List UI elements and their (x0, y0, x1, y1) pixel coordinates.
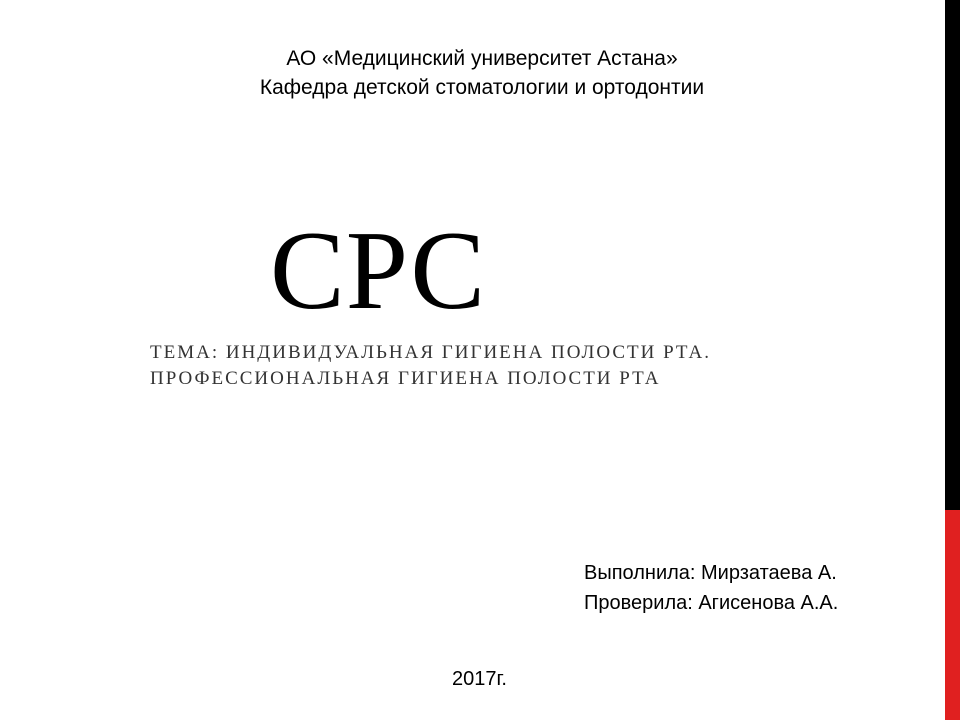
topic-subtitle (150, 340, 910, 392)
department-name: Кафедра детской стоматологии и ортодонтии (259, 76, 705, 99)
institution-header (0, 44, 960, 102)
sidebar-accent-bar (945, 510, 960, 720)
performed-by: Выполнила: Мирзатаева А. (584, 562, 837, 584)
year-label: 2017г. (452, 668, 507, 690)
authors-block (584, 558, 838, 618)
university-name: АО «Медицинский университет Астана» (286, 47, 678, 70)
checked-by: Проверила: Агисенова А.А. (584, 592, 839, 614)
slide-title: СРС (270, 209, 487, 333)
topic-line-1: ТЕМА: ИНДИВИДУАЛЬНАЯ ГИГИЕНА ПОЛОСТИ РТА. (150, 342, 711, 363)
topic-line-2: ПРОФЕССИОНАЛЬНАЯ ГИГИЕНА ПОЛОСТИ РТА (150, 368, 661, 389)
